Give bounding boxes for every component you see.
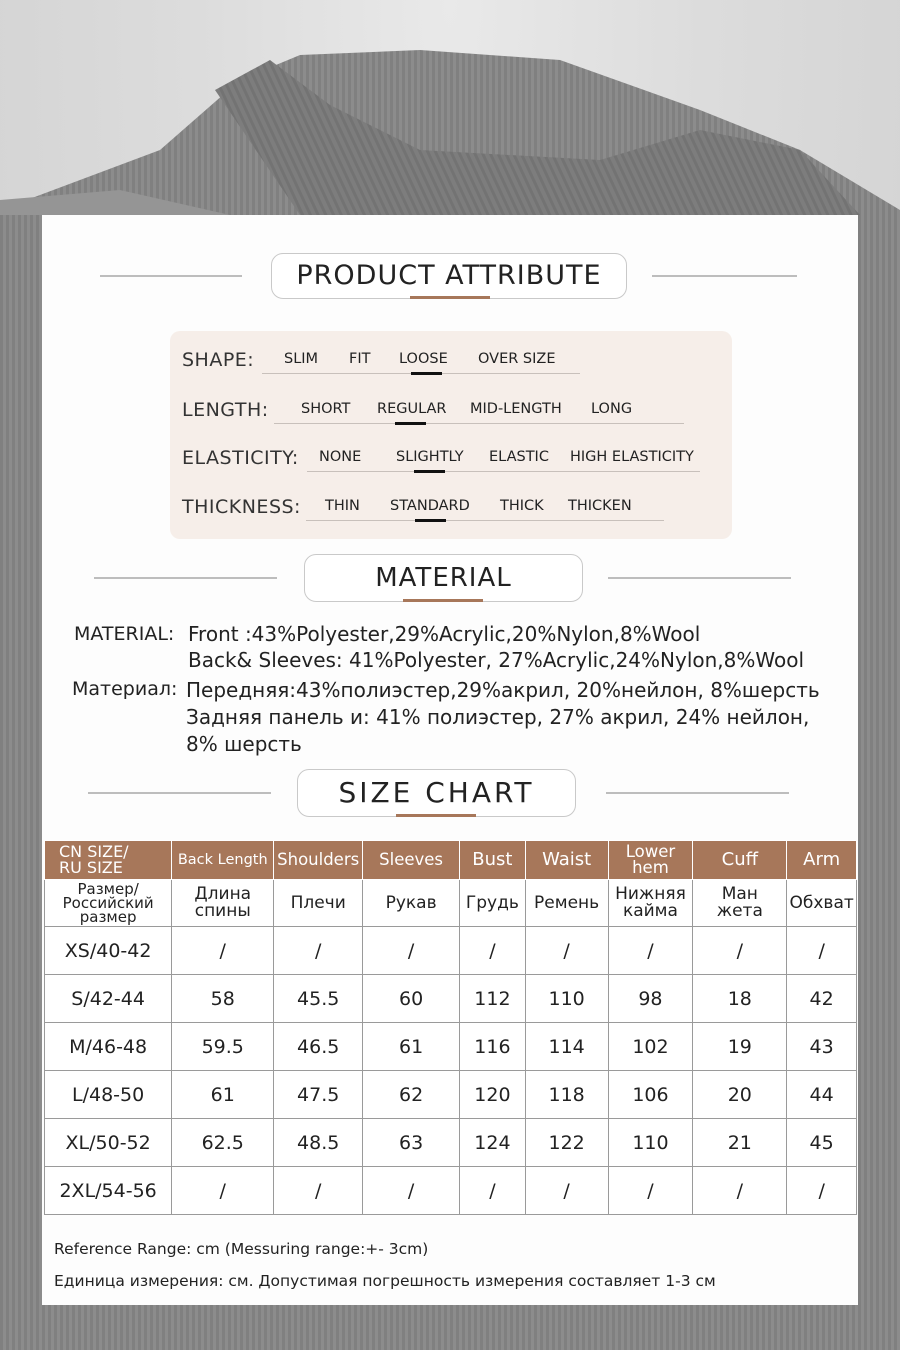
table-header-cell: Cuff [693, 841, 787, 880]
table-cell: / [363, 927, 460, 975]
table-cell: Размер/ Российский размер [45, 880, 172, 927]
material-en-line: Back& Sleeves: 41%Polyester, 27%Acrylic,24%Nylon,8%Wool [188, 648, 805, 672]
divider-line [606, 792, 789, 794]
table-cell: 20 [693, 1071, 787, 1119]
table-cell: / [460, 927, 526, 975]
material-ru-label: Материал: [72, 678, 178, 700]
attr-option: THICKEN [568, 498, 632, 514]
table-cell: / [363, 1167, 460, 1215]
table-cell: / [274, 1167, 363, 1215]
table-row [45, 927, 857, 975]
table-cell: 19 [693, 1023, 787, 1071]
attr-option-selected: LOOSE [399, 351, 448, 367]
title-underline [410, 296, 490, 299]
selected-marker [415, 519, 446, 522]
attr-label: SHAPE: [182, 349, 255, 371]
table-cell: 114 [525, 1023, 608, 1071]
size-label-cell: S/42-44 [45, 975, 172, 1023]
divider-line [608, 577, 791, 579]
table-cell: / [525, 1167, 608, 1215]
attr-option-selected: SLIGHTLY [396, 449, 464, 465]
material-en-label: MATERIAL: [74, 623, 175, 645]
material-ru-line: Передняя:43%полиэстер,29%акрил, 20%нейлон, 8%шерсть [186, 678, 820, 702]
table-cell: 42 [787, 975, 857, 1023]
selected-marker [395, 422, 426, 425]
table-cell: 46.5 [274, 1023, 363, 1071]
table-cell: 21 [693, 1119, 787, 1167]
size-label-cell: 2XL/54-56 [45, 1167, 172, 1215]
table-cell: 62.5 [172, 1119, 274, 1167]
divider-line [652, 275, 797, 277]
table-header-row [45, 841, 857, 880]
table-row [45, 1071, 857, 1119]
attribute-title: PRODUCT ATTRIBUTE [271, 253, 627, 299]
table-header-cell: Sleeves [363, 841, 460, 880]
table-cell: / [460, 1167, 526, 1215]
divider-line [88, 792, 271, 794]
table-cell: / [525, 927, 608, 975]
table-cell: 43 [787, 1023, 857, 1071]
material-en-line: Front :43%Polyester,29%Acrylic,20%Nylon,8%Wool [188, 622, 701, 646]
table-cell: 124 [460, 1119, 526, 1167]
table-cell: 59.5 [172, 1023, 274, 1071]
table-row [45, 1119, 857, 1167]
table-cell: 60 [363, 975, 460, 1023]
table-cell: 58 [172, 975, 274, 1023]
table-cell: 62 [363, 1071, 460, 1119]
size-label-cell: L/48-50 [45, 1071, 172, 1119]
attr-option: OVER SIZE [478, 351, 556, 367]
material-ru-line: Задняя панель и: 41% полиэстер, 27% акрил, 24% нейлон, [186, 705, 810, 729]
table-row [45, 1023, 857, 1071]
table-cell: 102 [608, 1023, 693, 1071]
size-label-cell: M/46-48 [45, 1023, 172, 1071]
attr-option: FIT [349, 351, 371, 367]
title-underline [396, 814, 476, 817]
attr-label: LENGTH: [182, 399, 269, 421]
table-header-cell: Arm [787, 841, 857, 880]
divider-line [94, 577, 277, 579]
attr-option: MID-LENGTH [470, 401, 562, 417]
table-header-cell: Lower hem [608, 841, 693, 880]
attr-option: HIGH ELASTICITY [570, 449, 694, 465]
table-cell: Грудь [460, 880, 526, 927]
material-title: MATERIAL [304, 554, 583, 602]
table-cell: 110 [525, 975, 608, 1023]
attr-option: ELASTIC [489, 449, 549, 465]
table-cell: 112 [460, 975, 526, 1023]
table-cell: 118 [525, 1071, 608, 1119]
attr-option: SHORT [301, 401, 351, 417]
table-cell: 116 [460, 1023, 526, 1071]
table-cell: 45 [787, 1119, 857, 1167]
footer-reference-en: Reference Range: cm (Messuring range:+- 3cm) [54, 1240, 429, 1258]
table-cell: / [693, 927, 787, 975]
table-cell: / [787, 1167, 857, 1215]
footer-reference-ru: Единица измерения: см. Допустимая погрешность измерения составляет 1-3 см [54, 1272, 716, 1290]
table-header-cell: Waist [525, 841, 608, 880]
table-cell: 61 [363, 1023, 460, 1071]
table-cell: Нижняя кайма [608, 880, 693, 927]
attr-option-selected: REGULAR [377, 401, 447, 417]
table-cell: / [608, 1167, 693, 1215]
table-cell: 44 [787, 1071, 857, 1119]
table-cell: 45.5 [274, 975, 363, 1023]
size-chart-title: SIZE CHART [297, 769, 576, 817]
table-cell: 98 [608, 975, 693, 1023]
attr-option: NONE [319, 449, 362, 465]
table-cell: 48.5 [274, 1119, 363, 1167]
table-cell: 63 [363, 1119, 460, 1167]
table-header-cell: Bust [460, 841, 526, 880]
table-cell: / [693, 1167, 787, 1215]
table-cell: 122 [525, 1119, 608, 1167]
info-card [42, 215, 858, 1305]
table-cell: 47.5 [274, 1071, 363, 1119]
attr-option: THICK [500, 498, 544, 514]
attr-option: THIN [325, 498, 360, 514]
table-cell: Плечи [274, 880, 363, 927]
attr-option: LONG [591, 401, 633, 417]
table-cell: / [172, 927, 274, 975]
table-cell: Длина спины [172, 880, 274, 927]
size-label-cell: XL/50-52 [45, 1119, 172, 1167]
attr-label: THICKNESS: [182, 496, 301, 518]
attr-option-selected: STANDARD [390, 498, 470, 514]
size-label-cell: XS/40-42 [45, 927, 172, 975]
table-row [45, 1167, 857, 1215]
selected-marker [411, 372, 442, 375]
table-cell: 106 [608, 1071, 693, 1119]
attribute-panel [170, 331, 732, 539]
table-subheader-row [45, 880, 857, 927]
table-cell: 61 [172, 1071, 274, 1119]
divider-line [100, 275, 242, 277]
table-cell: / [172, 1167, 274, 1215]
attr-option: SLIM [284, 351, 319, 367]
table-cell: / [274, 927, 363, 975]
table-cell: Ман жета [693, 880, 787, 927]
material-ru-line: 8% шерсть [186, 732, 302, 756]
selected-marker [414, 470, 445, 473]
table-cell: / [608, 927, 693, 975]
attr-label: ELASTICITY: [182, 447, 299, 469]
size-table [44, 840, 857, 1215]
table-header-cell: Shoulders [274, 841, 363, 880]
table-cell: 120 [460, 1071, 526, 1119]
title-underline [403, 599, 483, 602]
table-cell: 110 [608, 1119, 693, 1167]
table-row [45, 975, 857, 1023]
table-header-cell: Back Length [172, 841, 274, 880]
table-cell: Обхват [787, 880, 857, 927]
table-cell: Рукав [363, 880, 460, 927]
table-cell: Ремень [525, 880, 608, 927]
table-cell: 18 [693, 975, 787, 1023]
table-cell: / [787, 927, 857, 975]
table-header-cell: CN SIZE/ RU SIZE [45, 841, 172, 880]
